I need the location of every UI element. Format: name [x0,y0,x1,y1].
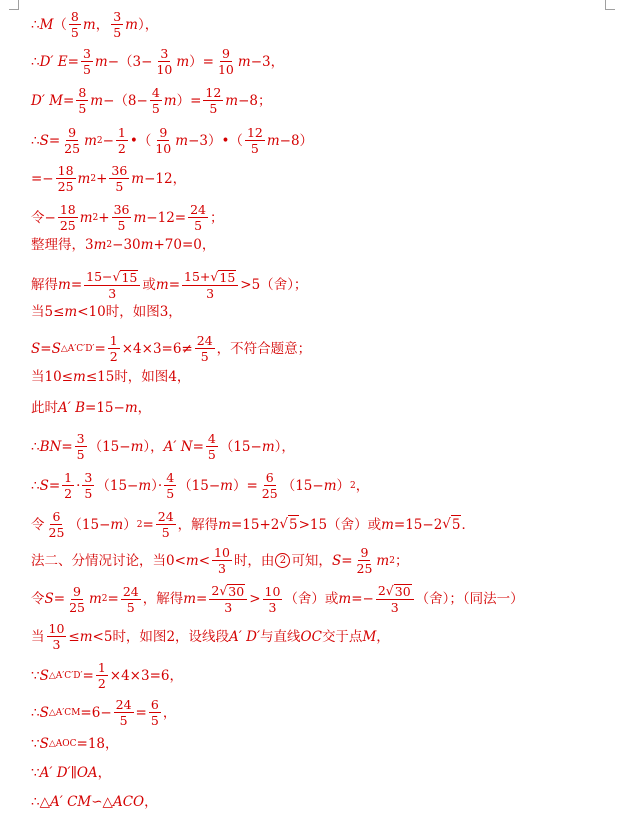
solution-line: 解得 m = 15−√ 15 3 或 m = 15+√ 15 3 >5（ 舍 ）； [31,269,308,301]
solution-line: S = S △A′C′D′ = $\frac{1}{2}$ ×4×3=6≠ $\frac{24}{5}$ ， 不符合题意； [31,333,312,364]
solution-line: 令 − $\frac{18}{25}$ m 2 + $\frac{36}{5}$ m −12= $\frac{24}{5}$ ； [31,202,224,233]
solution-line: ∴△ A′ CM ∽△ ACO ， [31,794,158,810]
solution-line: 当 5≤ m <10 时，如图 3， [31,304,182,320]
page-corner-mark-left [9,0,19,10]
solution-line: ∴ D′ E = $\frac{3}{5}$ m −（3− $\frac{3}{10}$ m ）= $\frac{9}{10}$ m −3， [31,46,285,77]
solution-line: 令 S = $\frac{9}{25}$ m 2 = $\frac{24}{5}$ ， 解得 m = 2√ 30 3 > $\frac{10}{3}$ （ 舍 ） 或 m =− 2√ 30 3 （ 舍 ）；（ 同法一 ） [31,583,524,615]
solution-line: ∵ S △A′C′D′ = $\frac{1}{2}$ ×4×3=6， [31,660,183,691]
solution-line: D′ M = $\frac{8}{5}$ m −（8− $\frac{4}{5}$ m ）= $\frac{12}{5}$ m −8； [31,85,272,116]
solution-line: 令 $\frac{6}{25}$ （15− m ） 2 = $\frac{24}{5}$ ， 解得 m =15+2 √ 5 >15（ 舍 ） 或 m =15−2 √ 5 ． [31,509,475,540]
solution-line: 当 10≤ m ≤15 时，如图 4， [31,369,191,385]
solution-line: ∴ S = $\frac{9}{25}$ m 2 − $\frac{1}{2}$ •（ $\frac{9}{10}$ m −3）•（ $\frac{12}{5}$ m −8） [31,125,314,156]
solution-line: ∵ A′ D′ ∥ OA ， [31,765,112,781]
solution-line: 此时 A′ B =15− m ， [31,400,152,416]
solution-line: 当 $\frac{10}{3}$ ≤ m <5 时，如图 2， 设线段 A′ D′ 与直线 OC 交于点 M ， [31,621,390,652]
solution-line: 法二、分情况讨论，当 0< m < $\frac{10}{3}$ 时，由 2 可知， S = $\frac{9}{25}$ m 2 ； [31,545,409,576]
solution-line: 整理得， 3 m 2 −30 m +70=0， [31,237,216,253]
solution-line: =− $\frac{18}{25}$ m 2 + $\frac{36}{5}$ m −12， [31,163,187,194]
solution-line: ∴ BN = $\frac{3}{5}$ （15− m ）， A′ N = $\frac{4}{5}$ （15− m ）， [31,431,295,462]
page-corner-mark-right [605,0,615,10]
solution-line: ∴ S = $\frac{1}{2}$ · $\frac{3}{5}$ （15− m ）· $\frac{4}{5}$ （15− m ）= $\frac{6}{25}$ （15− m ） 2 ， [31,470,370,501]
solution-line: ∵ S △AOC =18， [31,736,119,752]
solution-line: ∴ M （ $\frac{8}{5}$ m ， $\frac{3}{5}$ m ）， [31,9,159,40]
solution-line: ∴ S △A′CM =6− $\frac{24}{5}$ = $\frac{6}{5}$ ， [31,697,177,728]
